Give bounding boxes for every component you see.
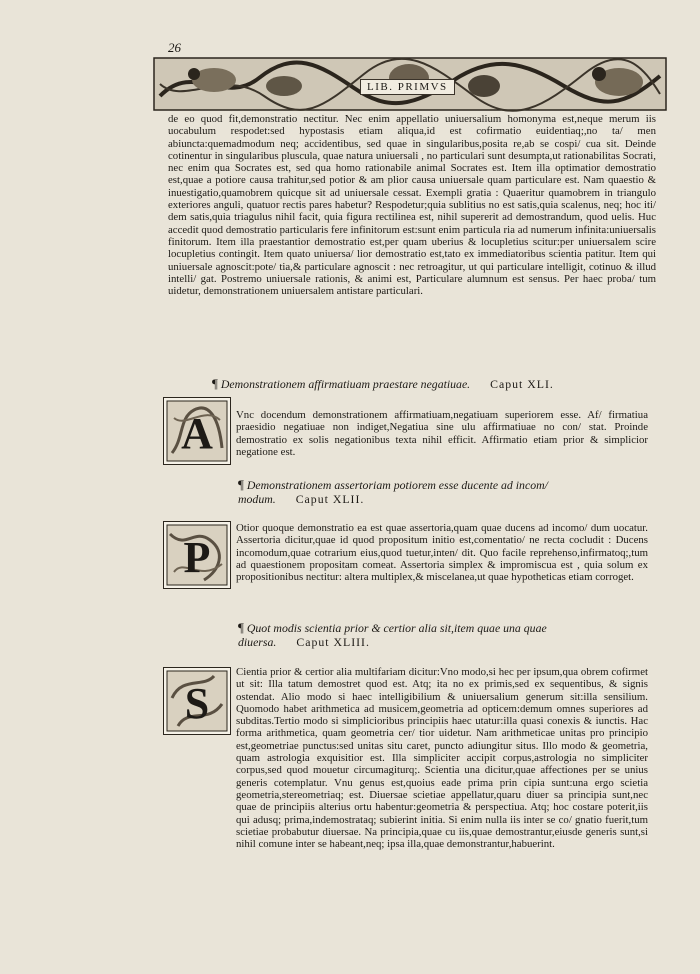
page-number: 26 xyxy=(168,40,181,55)
decorated-initial-A xyxy=(163,397,231,465)
section-42-body: Otior quoque demonstratio ea est quae assertoria,quam quae ducens ad incomo/ dum uocatur. Assertoria dicitur,quae id quod propositum initio est,comentatio/ ne recta cocludit : Ducens incomodum,quae cotrarium eius,quod tuetur,inten/ dit. Quo facile reprehenso,infirmatoq;,tum ad quaestionem propositam comeat. Assertoria simplex & impromiscua est , quia solum ex propositionibus nectitur: altera multiplex,& miscelanea,ut quae hypotheticas etiam corroget. xyxy=(236,522,648,584)
section-42-heading xyxy=(238,478,578,506)
caput-label: Caput XLIII. xyxy=(296,635,370,649)
initial-letter: P xyxy=(183,533,211,582)
section-title: Quot modis scientia prior & certior alia sit,item quae una quae diuersa. xyxy=(238,621,547,649)
section-43-heading xyxy=(238,621,588,649)
section-title: Demonstrationem affirmatiuam praestare negatiuae. xyxy=(220,377,471,391)
intro-paragraph xyxy=(168,113,656,297)
section-43-body-top: Cientia prior & certior alia multifariam dicitur:Vno modo,si hec per ipsum,qua obrem cofirmet ut sit: Illa tatum demostret quod est. Atq; ita no ex primis,sed ex sequentibus, & signis ostendat. Alio modo si haec intelligibilium & uniuersalium generum sit:illa sensilium. Quomodo habet arithmetica ad musicem,geometria ad opticem:demum omnes superiores ad subditas.Tertio modo si simplicioribus principiis haec utatur:illa quasi conexis & iunctis. Hac forma arithmetica, quam geometria cer/ tior uidetur. Nam arithmeticae unitas pro principio est,geometriae punctus:sed unitas situ caret, puncto adiungitur situs. Illo modo & geometria, quam astrologia exquisitior est. Illa simpliciter accipit corpus,astrologia no simpliciter corpus,sed quod mouetur circumagiturq;. Scientia una dicitur,quae affectiones per se unius generis cotemplatur. Vnu genus est,quoius eade prima prin cipia sunt:una ergo scietia geometria,stereometriaq; est. Diuersae scietiae appellatur,quaru diuer sa principia sunt,nec quae de principiis alterius ortu habentur:geometria & perspectiua. Atq; hoc costare poterit,iis qui adusq; prima,indemostrataq; subierint initia. Si enim nulla iis inter se co/ gnatio fuerit,tum scietiae probabutur diuersae. Na principia,quae cu iis,quae demostrantur,eiusde generis sunt,si nihil comune inter se habeant,neq; ipsa illa,quae demonstrantur,habuerint. xyxy=(236,666,648,851)
pilcrow-icon: ¶ xyxy=(238,477,244,492)
caput-label: Caput XLII. xyxy=(295,492,365,506)
section-title: Demonstrationem assertoriam potiorem esse ducente ad incom/ modum. xyxy=(238,478,548,506)
intro-text: de eo quod fit,demonstratio nectitur. Nec enim appellatio uniuersalium homonyma est,neque merum iis uocabulum respodet:sed hypostasis etiam aliqua,id est cofirmatio euidentiaq;,no ta/ men abiuncta:quemadmodum neq; accidentibus, sed quae in singularibus,posita re,ab se cospi/ cua sit. Deinde cotinentur in singularibus pluscula, quae natura uniuersali , no particulari sunt desumpta,ut rationabilitas Socrati, nec enim qua Socrates est, sed qua homo rationabile animal Socrates est. Item illa optimatior demostratio est,quae a potiore causa trahitur,sed potior & am plior causa uniuersale quam particulare est. Nam quaestio & inuestigatio,quamobrem quicque sit ad uniuersale cessat. Exempli gratia : Quaeritur quamobrem in triangulo exteriores anguli, quatuor rectis pares habetur? Respodetur;quia sublitius no est satis,quia scalenus, neq; hoc iti/ dem satis,quia triagulus nihil facit, quia figura rectilinea est, nihil supererit ad demostrandum, quod uelis. Huc accedit quod demostratio particularis fere infinitorum est:sunt enim particula ria ad numerum infinita:uniuersalis finitorum. Item illa praestantior demostratio est,per quam uberius & locupletius scitur:per uniuersalem scire locupletius contingit. Item quato uniuersa/ lior demostratio est,tato ex immediatoribus scientia patitur. Item qui uniuersale agnoscit:pote/ tia,& particulare agnoscit : nec retroagitur, ut qui particulare intelligit, cotinuo & illud intelli/ gat. Postremo uniuersale rationis, & animi est, Particulare alumnum est sensus. Per haec proba/ tum uidetur, demonstrationem uniuersalem antistare particulari. xyxy=(168,113,656,298)
decorated-initial-P xyxy=(163,521,231,589)
pilcrow-icon: ¶ xyxy=(212,376,218,391)
section-41-body: Vnc docendum demonstrationem affirmatiuam,negatiuam superiorem esse. Af/ firmatiua praesidio negatiuae non indiget,Negatiua sine ulu affirmatiuae no con/ stat. Proinde demostratio ex solis negationibus texta nihil efficit. Affirmatio etiam prior & simplicior negatione est. xyxy=(236,409,648,458)
running-head: LIB. PRIMVS xyxy=(360,79,455,95)
caput-label: Caput XLI. xyxy=(490,377,554,391)
decorated-initial-S xyxy=(163,667,231,735)
pilcrow-icon: ¶ xyxy=(238,620,244,635)
initial-letter: S xyxy=(184,679,210,728)
initial-letter: A xyxy=(181,409,213,458)
section-41-heading xyxy=(212,377,612,391)
